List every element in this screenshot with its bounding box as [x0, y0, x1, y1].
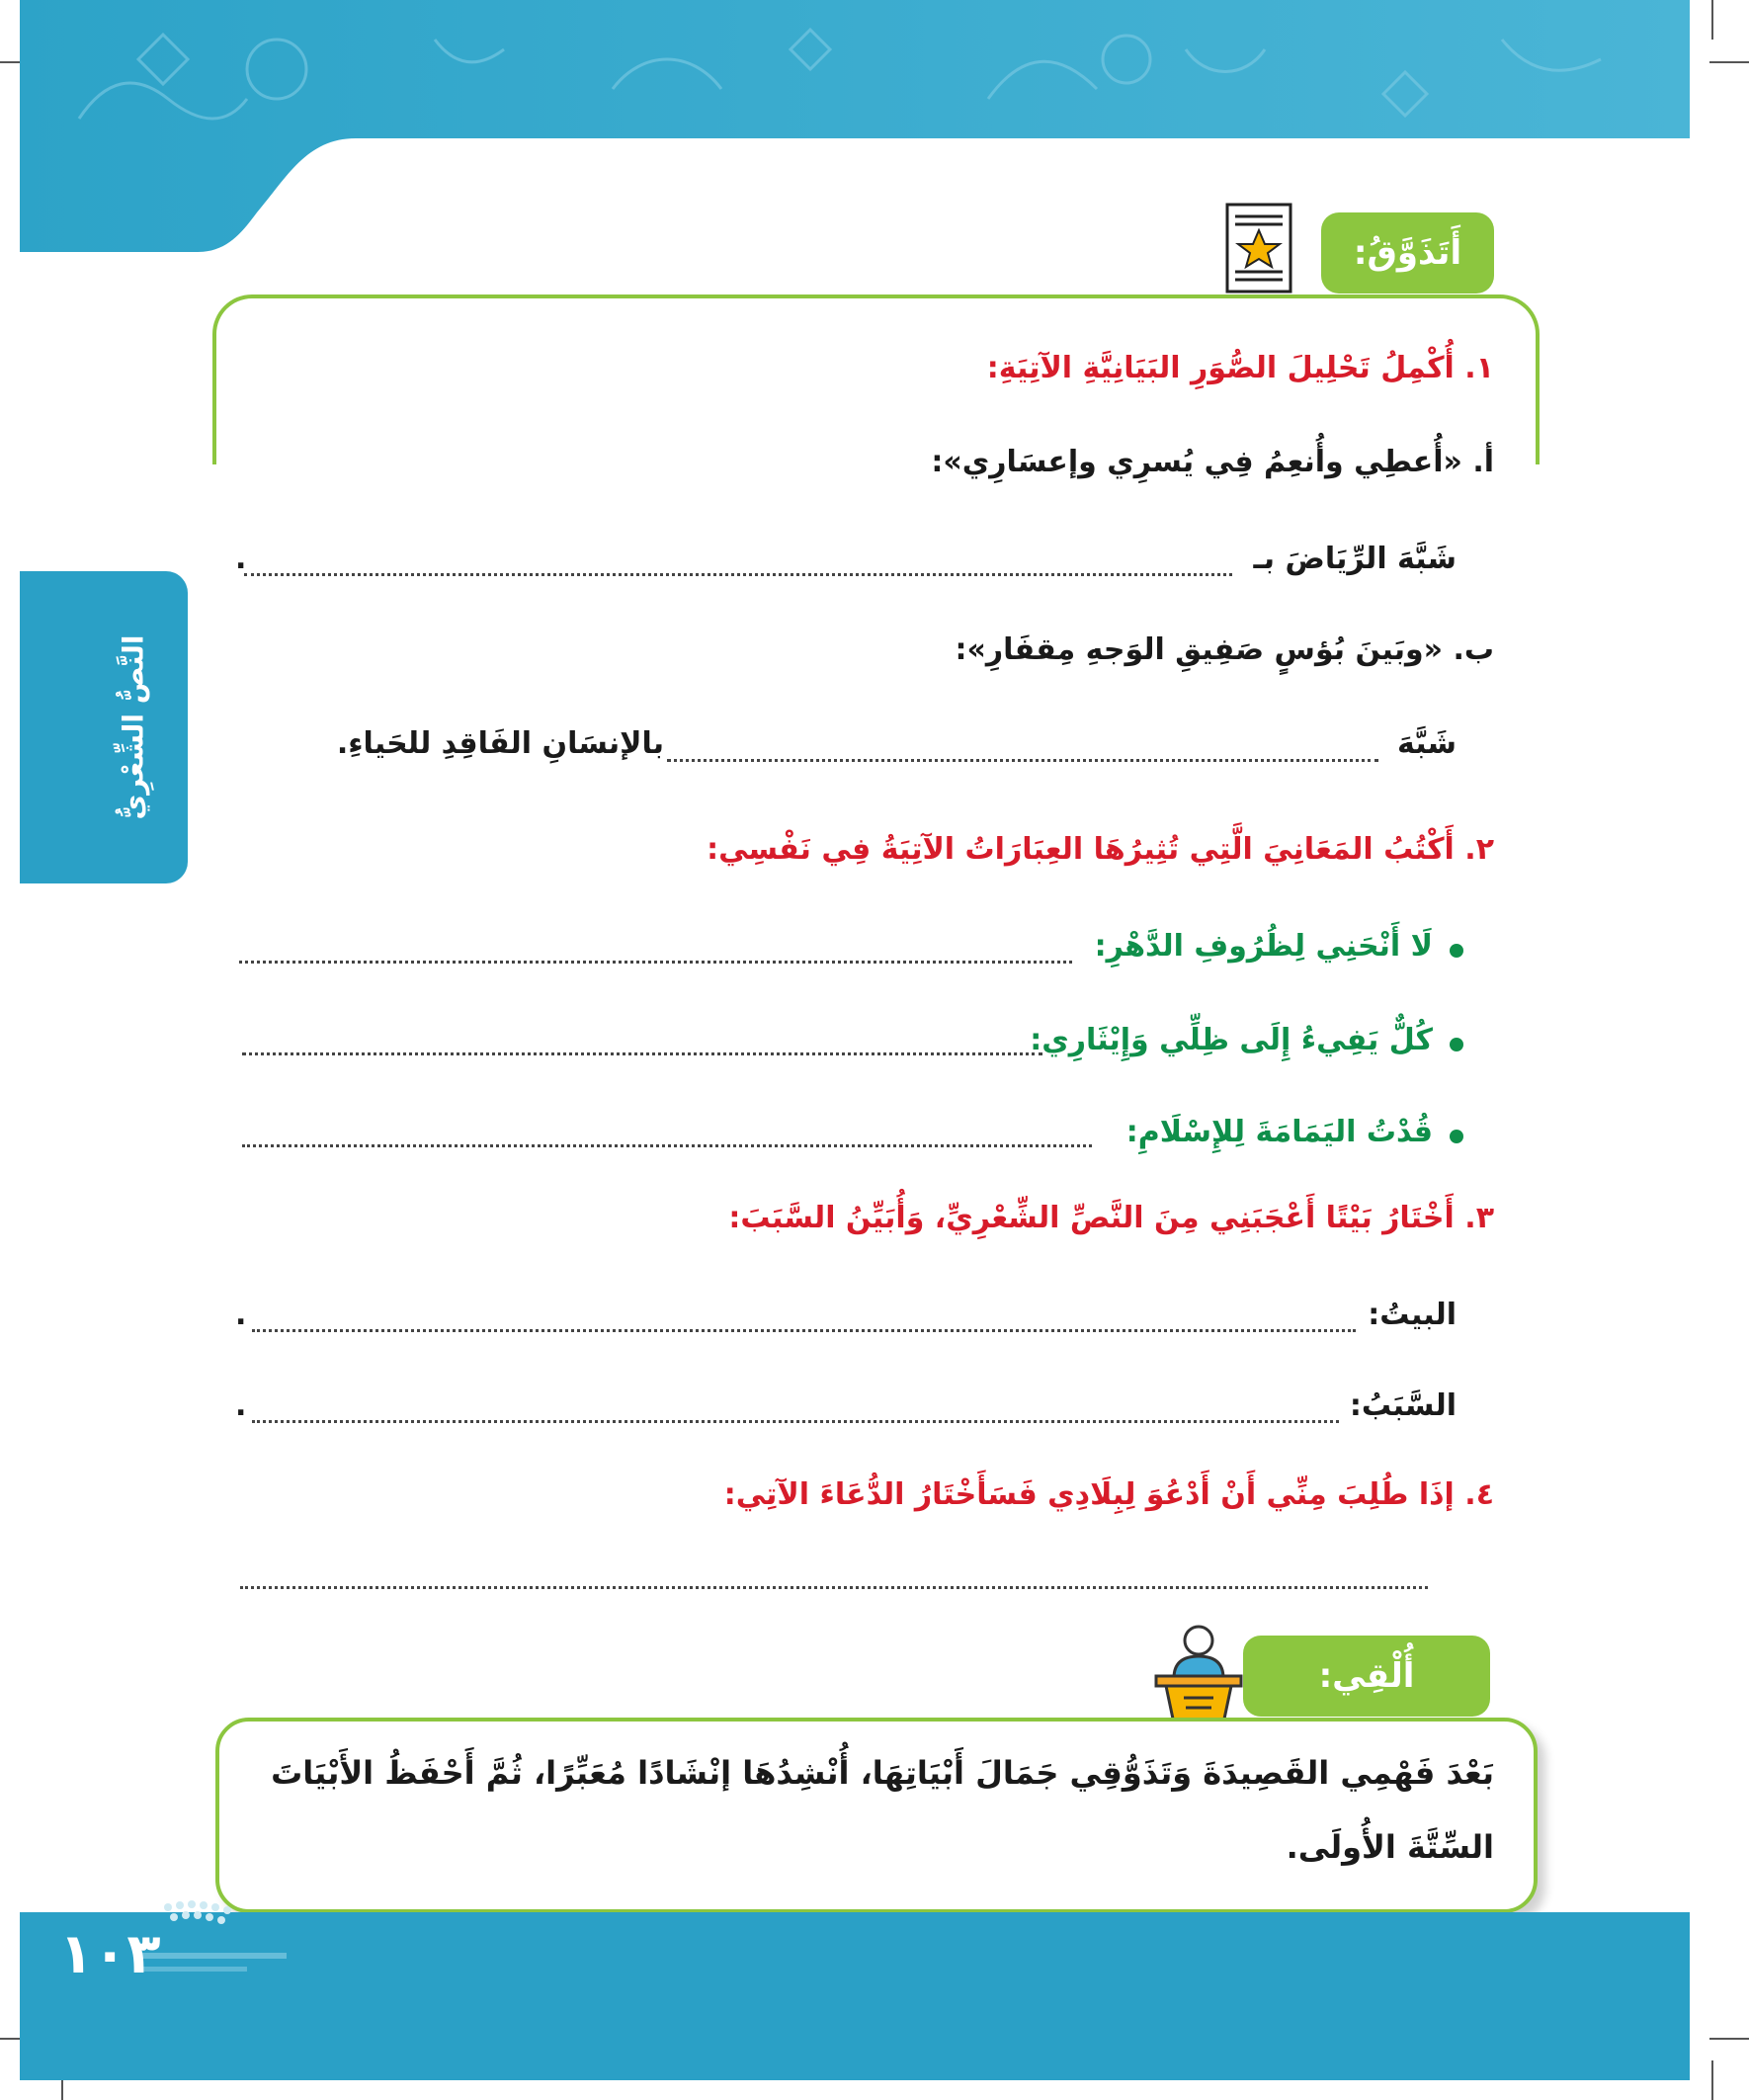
recitation-box [215, 1718, 1538, 1913]
end-mark: . [235, 1298, 247, 1332]
end-mark: . [235, 1388, 247, 1423]
bullet [1450, 1038, 1463, 1051]
crop-mark [1711, 2060, 1713, 2100]
answer-line[interactable] [239, 961, 1072, 964]
question-3-reason-label: السَّبَبُ: [1349, 1388, 1457, 1423]
bullet [1450, 944, 1463, 958]
section-label: أَتَذَوَّقُ: [1353, 233, 1462, 273]
speaker-podium-icon [1144, 1621, 1253, 1729]
answer-line[interactable] [242, 1144, 1092, 1147]
crop-mark [1709, 2038, 1749, 2040]
question-1b-prompt-end: بالإنسَانِ الفَاقِدِ للحَياءِ. [336, 726, 664, 761]
question-1b-quote: ب. «وبَينَ بُؤسٍ صَفِيقِ الوَجهِ مِقفَارِ»: [955, 632, 1494, 667]
question-1a-quote: أ. «أُعطِي وأُنعِمُ فِي يُسرِي وإعسَارِي»: [931, 445, 1494, 479]
section-heading-ulqi [1243, 1636, 1490, 1717]
crop-mark [1711, 0, 1713, 40]
side-tab [20, 571, 188, 883]
question-3-heading: ٣. أَخْتَارُ بَيْتًا أَعْجَبَنِي مِنَ النَّصِّ الشِّعْرِيِّ، وَأُبَيِّنُ السَّبَبَ: [728, 1201, 1494, 1235]
bullet [1450, 1130, 1463, 1143]
question-3-verse-label: البيتُ: [1368, 1298, 1457, 1332]
question-2-item: قُدْتُ اليَمَامَةَ لِلإِسْلَامِ: [1125, 1115, 1433, 1149]
crop-mark [1709, 61, 1749, 63]
answer-line[interactable] [242, 1052, 1042, 1055]
question-1b-prompt-start: شَبَّهَ [1397, 726, 1457, 761]
question-4-heading: ٤. إذَا طُلِبَ مِنِّي أَنْ أَدْعُوَ لِبِلَادِي فَسَأَخْتَارُ الدُّعَاءَ الآتِي: [723, 1477, 1494, 1512]
recitation-text-line2: السِّتَّةَ الأُولَى. [1286, 1828, 1494, 1866]
end-mark: . [235, 542, 247, 576]
question-1a-prompt: شَبَّهَ الرِّيَاضَ بـ [1253, 542, 1457, 576]
answer-line[interactable] [240, 1586, 1428, 1589]
page-number: ١٠٣ [59, 1922, 161, 1986]
star-document-icon [1225, 203, 1292, 294]
question-2-item: كُلٌّ يَفِيءُ إِلَى ظِلِّي وَإِيْثَارِي: [1030, 1023, 1433, 1057]
answer-line[interactable] [667, 759, 1378, 762]
side-tab-label: النَّصُّ الشِّعْرِيُّ [117, 634, 150, 820]
answer-line[interactable] [252, 1329, 1356, 1332]
question-2-item: لَا أَنْحَنِي لِظُرُوفِ الدَّهْرِ: [1094, 929, 1433, 964]
section-label: أُلْقِي: [1318, 1656, 1415, 1696]
question-2-heading: ٢. أَكْتُبُ المَعَانِيَ الَّتِي تُثِيرُهَا العِبَارَاتُ الآتِيَةُ فِي نَفْسِي: [707, 832, 1494, 867]
answer-line[interactable] [252, 1420, 1339, 1423]
section-heading-tadhawwaq [1321, 212, 1494, 294]
answer-line[interactable] [244, 573, 1232, 576]
recitation-text-line1: بَعْدَ فَهْمِي القَصِيدَةَ وَتَذَوُّقِي جَمَالَ أَبْيَاتِهَا، أُنْشِدُهَا إنْشَادًا مُعَبِّرًا، ثُمَّ أَحْفَظُ الأَبْيَاتَ [271, 1754, 1494, 1792]
question-1-heading: ١. أُكْمِلُ تَحْلِيلَ الصُّوَرِ البَيَانِيَّةِ الآتِيَةِ: [986, 351, 1494, 385]
